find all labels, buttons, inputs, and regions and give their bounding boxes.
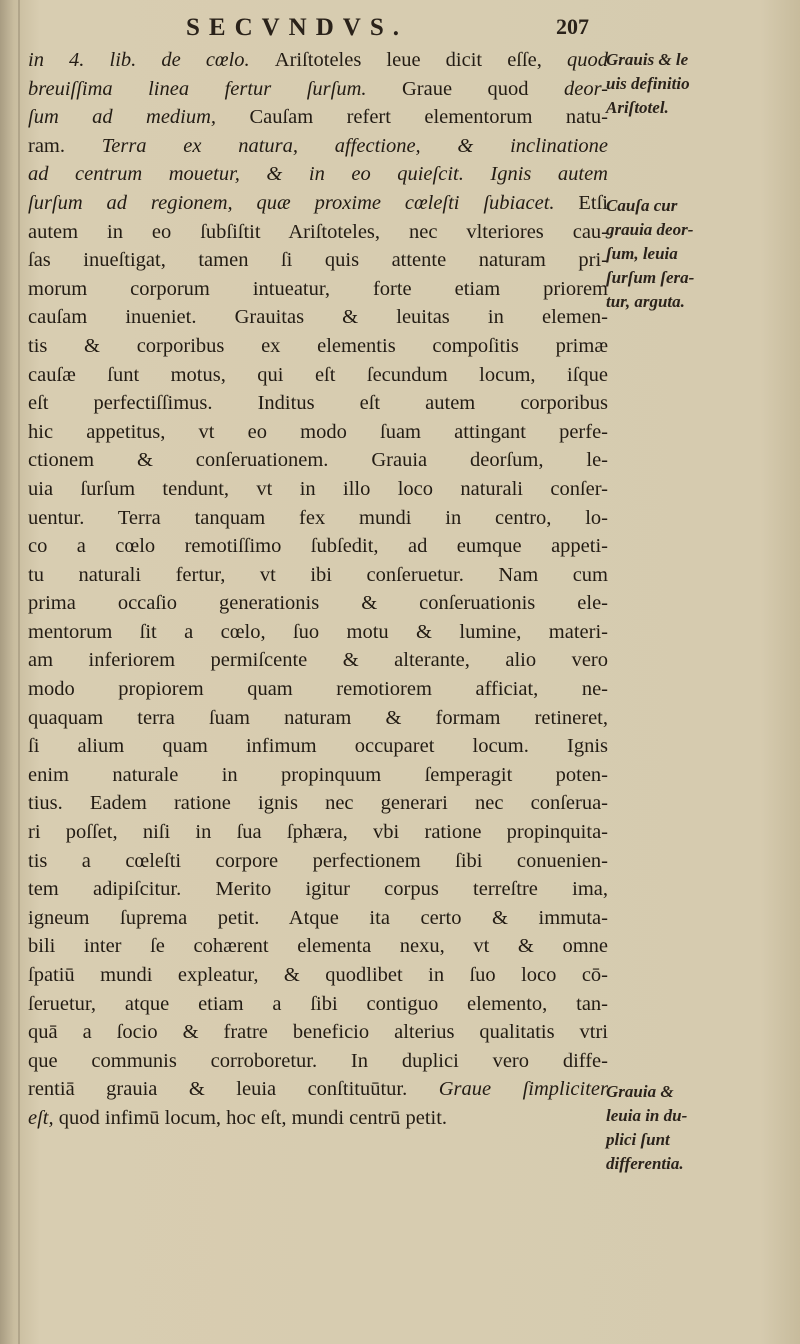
- body-text: [28, 46, 608, 1133]
- text-line: [28, 332, 608, 361]
- margin-note-line: uis definitio: [606, 74, 690, 93]
- text-segment: tu naturali fertur, vt ibi conſeruetur. Nam cum: [28, 563, 608, 586]
- text-segment: co a cœlo remotiſſimo ſubſedit, ad eumque appeti-: [28, 535, 608, 558]
- text-line: [28, 1104, 608, 1133]
- text-segment: am inferiorem permiſcente & alterante, alio vero: [28, 649, 608, 672]
- binding-gutter: [18, 0, 20, 1344]
- text-segment: quod infimū locum, hoc eſt, mundi centrū petit.: [58, 1106, 448, 1129]
- text-segment: autem in eo ſubſiſtit Ariſtoteles, nec vlteriores cau-: [28, 220, 608, 243]
- text-segment: morum corporum intueatur, forte etiam priorem: [28, 277, 608, 300]
- text-segment: prima occaſio generationis & conſeruationis ele-: [28, 592, 608, 615]
- text-segment: cauſæ ſunt motus, qui eſt ſecundum locum, iſque: [28, 363, 608, 386]
- text-segment: tem adipiſcitur. Merito igitur corpus terreſtre ima,: [28, 878, 608, 901]
- text-line: [28, 961, 608, 990]
- text-segment: ſas inueſtigat, tamen ſi quis attente naturam pri-: [28, 249, 608, 272]
- text-segment: tis a cœleſti corpore perfectionem ſibi conuenien-: [28, 849, 608, 872]
- text-line: [28, 589, 608, 618]
- text-line: [28, 189, 608, 218]
- margin-note-line: ſum, leuia: [606, 244, 678, 263]
- text-segment: igneum ſuprema petit. Atque ita certo & immuta-: [28, 906, 608, 929]
- text-segment: ſurſum ad regionem, quæ proxime cœleſti ſubiacet.: [28, 191, 579, 214]
- text-segment: ram.: [28, 134, 102, 157]
- text-line: [28, 1018, 608, 1047]
- text-line: [28, 875, 608, 904]
- text-segment: Graue quod: [401, 77, 564, 100]
- text-segment: cauſam inueniet. Grauitas & leuitas in elemen-: [28, 306, 608, 329]
- text-segment: quā a ſocio & fratre beneficio alterius qualitatis vtri: [28, 1021, 608, 1044]
- text-line: [28, 675, 608, 704]
- text-segment: ſum ad medium,: [28, 106, 250, 129]
- text-line: [28, 46, 608, 75]
- text-line: [28, 761, 608, 790]
- text-line: [28, 704, 608, 733]
- text-line: [28, 389, 608, 418]
- text-line: [28, 1047, 608, 1076]
- margin-note-line: grauia deor-: [606, 220, 694, 239]
- text-line: [28, 818, 608, 847]
- running-title: SECVNDVS.: [186, 14, 409, 41]
- text-segment: in 4. lib. de cœlo.: [28, 49, 275, 71]
- margin-note-line: Cauſa cur: [606, 196, 678, 215]
- text-line: [28, 303, 608, 332]
- text-segment: ſi alium quam infimum occuparet locum. Ignis: [28, 735, 608, 758]
- text-line: [28, 504, 608, 533]
- text-line: [28, 789, 608, 818]
- margin-note: [606, 1080, 792, 1176]
- text-segment: ri poſſet, niſi in ſua ſphæra, vbi ratione propinquita-: [28, 821, 608, 844]
- text-line: [28, 361, 608, 390]
- margin-note-line: tur, arguta.: [606, 292, 685, 311]
- text-segment: modo propiorem quam remotiorem afficiat, ne-: [28, 678, 608, 701]
- text-line: [28, 1075, 608, 1104]
- text-segment: ad centrum mouetur, & in eo quieſcit. Ignis autem: [28, 163, 608, 186]
- text-segment: Graue ſimpliciter: [438, 1078, 608, 1101]
- text-segment: Terra ex natura, affectione, & inclinatione: [101, 134, 608, 157]
- margin-note-line: plici ſunt: [606, 1130, 670, 1149]
- text-line: [28, 561, 608, 590]
- text-segment: eſt,: [28, 1106, 59, 1129]
- margin-note-line: Ariſtotel.: [606, 98, 669, 117]
- text-line: [28, 418, 608, 447]
- margin-note: [606, 48, 792, 120]
- text-segment: uentur. Terra tanquam fex mundi in centro, lo-: [28, 506, 608, 529]
- page-number: 207: [556, 14, 589, 39]
- text-line: [28, 532, 608, 561]
- text-segment: ctionem & conſeruationem. Grauia deorſum, le-: [28, 449, 608, 472]
- margin-note-line: differentia.: [606, 1154, 684, 1173]
- text-line: [28, 218, 608, 247]
- text-segment: Etſi: [578, 191, 608, 214]
- text-segment: bili inter ſe cohærent elementa nexu, vt & omne: [28, 935, 608, 958]
- text-segment: tis & corporibus ex elementis compoſitis primæ: [28, 334, 608, 357]
- text-segment: tius. Eadem ratione ignis nec generari nec conſerua-: [28, 792, 608, 815]
- text-line: [28, 246, 608, 275]
- text-segment: enim naturale in propinquum ſemperagit poten-: [28, 763, 608, 786]
- text-line: [28, 103, 608, 132]
- text-line: [28, 446, 608, 475]
- text-line: [28, 904, 608, 933]
- text-segment: deor-: [564, 77, 608, 100]
- text-segment: mentorum ſit a cœlo, ſuo motu & lumine, materi-: [28, 620, 608, 643]
- text-segment: eſt perfectiſſimus. Inditus eſt autem corporibus: [28, 392, 608, 415]
- text-segment: que communis corroboretur. In duplici vero diffe-: [28, 1049, 608, 1072]
- margin-note-line: leuia in du-: [606, 1106, 688, 1125]
- page-header: [0, 8, 800, 48]
- text-segment: uia ſurſum tendunt, vt in illo loco naturali conſer-: [28, 477, 608, 500]
- text-segment: Ariſtoteles leue dicit eſſe,: [274, 49, 568, 71]
- margin-note-line: ſurſum ſera-: [606, 268, 695, 287]
- text-line: [28, 990, 608, 1019]
- text-segment: quod: [567, 49, 608, 71]
- text-line: [28, 75, 608, 104]
- text-segment: Cauſam refert elementorum natu-: [249, 106, 608, 129]
- margin-note-line: Grauia &: [606, 1082, 674, 1101]
- margin-note: [606, 194, 792, 314]
- margin-note-line: Grauis & le: [606, 50, 689, 69]
- text-segment: ſeruetur, atque etiam a ſibi contiguo elemento, tan-: [28, 992, 608, 1015]
- text-line: [28, 847, 608, 876]
- text-segment: ſpatiū mundi expleatur, & quodlibet in ſuo loco cō-: [28, 964, 608, 986]
- text-line: [28, 132, 608, 161]
- text-segment: breuiſſima linea fertur ſurſum.: [28, 77, 402, 100]
- text-line: [28, 646, 608, 675]
- text-segment: quaquam terra ſuam naturam & formam retineret,: [28, 706, 608, 729]
- text-line: [28, 732, 608, 761]
- text-line: [28, 160, 608, 189]
- text-line: [28, 275, 608, 304]
- text-line: [28, 475, 608, 504]
- text-line: [28, 618, 608, 647]
- text-line: [28, 932, 608, 961]
- text-segment: rentiā grauia & leuia conſtituūtur.: [28, 1078, 439, 1101]
- text-segment: hic appetitus, vt eo modo ſuam attingant perfe-: [28, 420, 608, 443]
